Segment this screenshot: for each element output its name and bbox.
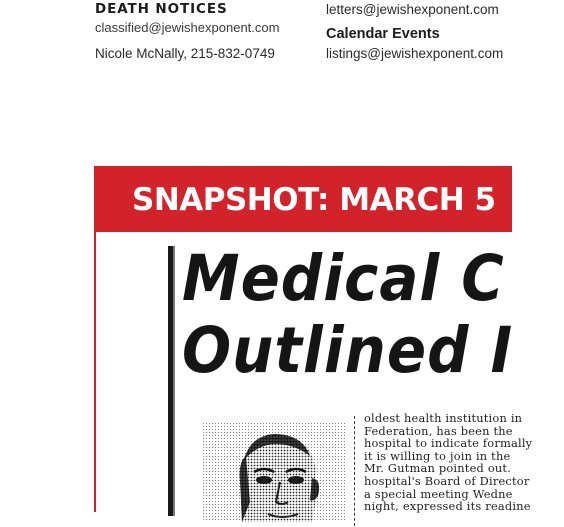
snapshot-title: SNAPSHOT: MARCH 5 (132, 182, 496, 218)
article-line: oldest health institution in (364, 411, 523, 425)
article-line: a special meeting Wedne (364, 486, 513, 501)
article-line: night, expressed its readine (364, 499, 531, 514)
article-line: hospital to indicate formally (364, 436, 533, 451)
article-line: it is willing to join in the (364, 448, 511, 463)
classified-email-link[interactable]: classified@jewishexponent.com (95, 20, 280, 35)
article-line: Mr. Gutman pointed out. (364, 461, 512, 476)
snapshot-banner (96, 166, 512, 232)
clipping-portrait-photo (202, 422, 347, 522)
calendar-events-heading: Calendar Events (326, 26, 440, 42)
newspaper-clipping-image (96, 232, 533, 514)
listings-email-link[interactable]: listings@jewishexponent.com (326, 46, 504, 61)
clipping-column-divider (354, 416, 356, 526)
clipping-article-text (364, 412, 564, 513)
clipping-edge-rule-shadow (173, 246, 175, 516)
death-notices-contact-person: Nicole McNally, 215-832-0749 (95, 46, 275, 61)
snapshot-card (94, 166, 533, 514)
death-notices-heading: DEATH NOTICES (95, 1, 228, 17)
letters-email-link[interactable]: letters@jewishexponent.com (326, 2, 499, 17)
clipping-headline-line-2: Outlined I (182, 314, 514, 387)
clipping-headline-line-1: Medical C (182, 242, 505, 315)
article-line: Federation, has been the (364, 423, 513, 438)
portrait-photo-graphic (202, 422, 347, 522)
article-line: hospital's Board of Director (364, 473, 530, 488)
